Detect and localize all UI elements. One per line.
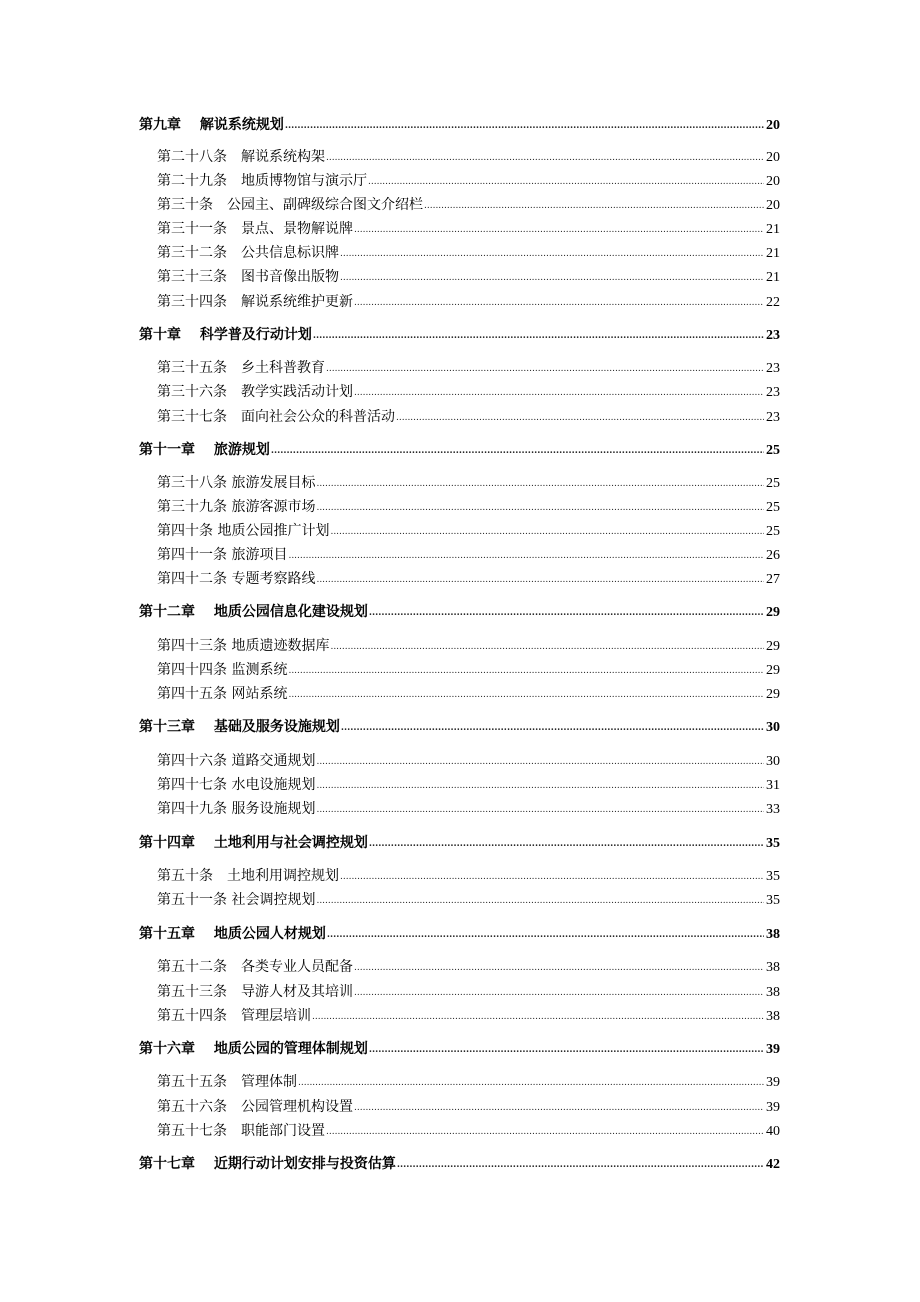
toc-entry-title: 第二十九条 地质博物馆与演示厅 xyxy=(157,173,367,189)
toc-entry-title: 第三十三条 图书音像出版物 xyxy=(157,269,339,285)
dot-leader xyxy=(288,691,764,700)
toc-page-number: 23 xyxy=(766,410,780,425)
toc-page-number: 20 xyxy=(766,150,780,165)
dot-leader xyxy=(326,154,764,163)
dot-leader xyxy=(271,447,764,456)
toc-page-number: 25 xyxy=(766,443,780,458)
toc-section-entry[interactable] xyxy=(157,684,780,704)
toc-section-entry[interactable] xyxy=(157,751,780,771)
toc-entry-title: 第四十七条 水电设施规划 xyxy=(157,777,316,793)
dot-leader xyxy=(354,389,764,398)
toc-section-entry[interactable] xyxy=(157,890,780,910)
toc-entry-title: 第十四章 土地利用与社会调控规划 xyxy=(139,835,368,851)
dot-leader xyxy=(354,299,764,308)
toc-page-number: 33 xyxy=(766,802,780,817)
toc-entry-title: 第二十八条 解说系统构架 xyxy=(157,149,325,165)
toc-page-number: 25 xyxy=(766,476,780,491)
toc-section-entry[interactable] xyxy=(157,382,780,402)
toc-entry-title: 第十一章 旅游规划 xyxy=(139,442,270,458)
toc-page-number: 22 xyxy=(766,295,780,310)
toc-section-entry[interactable] xyxy=(157,775,780,795)
dot-leader xyxy=(285,122,764,131)
toc-entry-title: 第十三章 基础及服务设施规划 xyxy=(139,719,340,735)
toc-page-number: 27 xyxy=(766,572,780,587)
toc-entry-title: 第三十九条 旅游客源市场 xyxy=(157,499,316,515)
toc-entry-title: 第三十条 公园主、副碑级综合图文介绍栏 xyxy=(157,197,423,213)
dot-leader xyxy=(316,758,764,767)
toc-page-number: 35 xyxy=(766,893,780,908)
toc-section-entry[interactable] xyxy=(157,267,780,287)
toc-page-number: 42 xyxy=(766,1157,780,1172)
toc-page-number: 25 xyxy=(766,524,780,539)
toc-page-number: 23 xyxy=(766,328,780,343)
dot-leader xyxy=(396,414,764,423)
toc-entry-title: 第四十二条 专题考察路线 xyxy=(157,571,316,587)
dot-leader xyxy=(316,897,764,906)
toc-section-entry[interactable] xyxy=(157,243,780,263)
toc-section-entry[interactable] xyxy=(157,545,780,565)
toc-chapter-entry[interactable] xyxy=(139,602,780,622)
toc-page-number: 29 xyxy=(766,605,780,620)
toc-page-number: 29 xyxy=(766,663,780,678)
toc-page-number: 31 xyxy=(766,778,780,793)
toc-entry-title: 第十章 科学普及行动计划 xyxy=(139,327,312,343)
toc-entry-title: 第四十五条 网站系统 xyxy=(157,686,288,702)
toc-page-number: 39 xyxy=(766,1100,780,1115)
toc-entry-title: 第五十四条 管理层培训 xyxy=(157,1008,311,1024)
toc-page-number: 23 xyxy=(766,385,780,400)
toc-entry-title: 第三十五条 乡土科普教育 xyxy=(157,360,325,376)
toc-section-entry[interactable] xyxy=(157,957,780,977)
toc-chapter-entry[interactable] xyxy=(139,1154,780,1174)
toc-section-entry[interactable] xyxy=(157,521,780,541)
toc-page-number: 30 xyxy=(766,754,780,769)
dot-leader xyxy=(312,1013,764,1022)
toc-page-number: 26 xyxy=(766,548,780,563)
toc-entry-title: 第三十八条 旅游发展目标 xyxy=(157,475,316,491)
toc-page-number: 35 xyxy=(766,869,780,884)
toc-section-entry[interactable] xyxy=(157,292,780,312)
toc-page-number: 38 xyxy=(766,985,780,1000)
toc-entry-title: 第十六章 地质公园的管理体制规划 xyxy=(139,1041,368,1057)
toc-section-entry[interactable] xyxy=(157,636,780,656)
toc-section-entry[interactable] xyxy=(157,1097,780,1117)
dot-leader xyxy=(340,250,764,259)
toc-page-number: 38 xyxy=(766,1009,780,1024)
toc-page-number: 21 xyxy=(766,270,780,285)
dot-leader xyxy=(316,782,764,791)
toc-chapter-entry[interactable] xyxy=(139,115,780,135)
toc-page-number: 38 xyxy=(766,960,780,975)
toc-entry-title: 第九章 解说系统规划 xyxy=(139,117,284,133)
dot-leader xyxy=(368,178,764,187)
toc-entry-title: 第四十三条 地质遗迹数据库 xyxy=(157,638,330,654)
toc-page-number: 21 xyxy=(766,246,780,261)
toc-entry-title: 第五十一条 社会调控规划 xyxy=(157,892,316,908)
dot-leader xyxy=(316,480,764,489)
dot-leader xyxy=(330,643,764,652)
toc-entry-title: 第四十九条 服务设施规划 xyxy=(157,801,316,817)
toc-chapter-entry[interactable] xyxy=(139,924,780,944)
toc-section-entry[interactable] xyxy=(157,1121,780,1141)
toc-section-entry[interactable] xyxy=(157,171,780,191)
dot-leader xyxy=(326,365,764,374)
toc-chapter-entry[interactable] xyxy=(139,440,780,460)
dot-leader xyxy=(288,552,764,561)
dot-leader xyxy=(354,1104,764,1113)
dot-leader xyxy=(298,1079,764,1088)
toc-entry-title: 第五十六条 公园管理机构设置 xyxy=(157,1099,353,1115)
dot-leader xyxy=(369,609,764,618)
toc-section-entry[interactable] xyxy=(157,982,780,1002)
toc-page-number: 29 xyxy=(766,639,780,654)
toc-page-number: 30 xyxy=(766,720,780,735)
dot-leader xyxy=(340,274,764,283)
toc-page-number: 25 xyxy=(766,500,780,515)
toc-page-number: 23 xyxy=(766,361,780,376)
dot-leader xyxy=(369,840,764,849)
dot-leader xyxy=(354,226,764,235)
toc-section-entry[interactable] xyxy=(157,660,780,680)
toc-section-entry[interactable] xyxy=(157,569,780,589)
dot-leader xyxy=(330,528,764,537)
toc-entry-title: 第十二章 地质公园信息化建设规划 xyxy=(139,604,368,620)
dot-leader xyxy=(313,332,764,341)
toc-section-entry[interactable] xyxy=(157,799,780,819)
dot-leader xyxy=(354,964,764,973)
toc-page-number: 21 xyxy=(766,222,780,237)
toc-section-entry[interactable] xyxy=(157,147,780,167)
toc-chapter-entry[interactable] xyxy=(139,1039,780,1059)
toc-entry-title: 第五十条 土地利用调控规划 xyxy=(157,868,339,884)
toc-section-entry[interactable] xyxy=(157,219,780,239)
toc-entry-title: 第三十一条 景点、景物解说牌 xyxy=(157,221,353,237)
toc-chapter-entry[interactable] xyxy=(139,325,780,345)
toc-section-entry[interactable] xyxy=(157,497,780,517)
toc-chapter-entry[interactable] xyxy=(139,833,780,853)
toc-page-number: 29 xyxy=(766,687,780,702)
toc-entry-title: 第三十七条 面向社会公众的科普活动 xyxy=(157,409,395,425)
dot-leader xyxy=(354,989,764,998)
dot-leader xyxy=(424,202,764,211)
toc-section-entry[interactable] xyxy=(157,1072,780,1092)
toc-entry-title: 第四十一条 旅游项目 xyxy=(157,547,288,563)
toc-page-number: 20 xyxy=(766,198,780,213)
toc-section-entry[interactable] xyxy=(157,407,780,427)
dot-leader xyxy=(316,806,764,815)
dot-leader xyxy=(340,873,764,882)
toc-entry-title: 第三十六条 教学实践活动计划 xyxy=(157,384,353,400)
dot-leader xyxy=(316,504,764,513)
toc-entry-title: 第四十六条 道路交通规划 xyxy=(157,753,316,769)
toc-entry-title: 第五十三条 导游人材及其培训 xyxy=(157,984,353,1000)
dot-leader xyxy=(369,1046,764,1055)
toc-section-entry[interactable] xyxy=(157,473,780,493)
dot-leader xyxy=(326,1128,764,1137)
toc-section-entry[interactable] xyxy=(157,866,780,886)
dot-leader xyxy=(316,576,764,585)
toc-entry-title: 第三十二条 公共信息标识牌 xyxy=(157,245,339,261)
toc-entry-title: 第五十五条 管理体制 xyxy=(157,1074,297,1090)
toc-chapter-entry[interactable] xyxy=(139,717,780,737)
dot-leader xyxy=(327,931,764,940)
toc-page-number: 40 xyxy=(766,1124,780,1139)
toc-page-number: 20 xyxy=(766,118,780,133)
toc-entry-title: 第十七章 近期行动计划安排与投资估算 xyxy=(139,1156,396,1172)
dot-leader xyxy=(341,724,764,733)
toc-section-entry[interactable] xyxy=(157,358,780,378)
toc-entry-title: 第三十四条 解说系统维护更新 xyxy=(157,294,353,310)
toc-page-number: 39 xyxy=(766,1042,780,1057)
toc-page-number: 38 xyxy=(766,927,780,942)
dot-leader xyxy=(288,667,764,676)
toc-section-entry[interactable] xyxy=(157,195,780,215)
toc-entry-title: 第四十条 地质公园推广计划 xyxy=(157,523,330,539)
toc-section-entry[interactable] xyxy=(157,1006,780,1026)
toc-entry-title: 第五十七条 职能部门设置 xyxy=(157,1123,325,1139)
toc-page-number: 20 xyxy=(766,174,780,189)
toc-page-number: 35 xyxy=(766,836,780,851)
toc-entry-title: 第四十四条 监测系统 xyxy=(157,662,288,678)
toc-entry-title: 第五十二条 各类专业人员配备 xyxy=(157,959,353,975)
dot-leader xyxy=(397,1161,764,1170)
toc-page-number: 39 xyxy=(766,1075,780,1090)
toc-entry-title: 第十五章 地质公园人材规划 xyxy=(139,926,326,942)
